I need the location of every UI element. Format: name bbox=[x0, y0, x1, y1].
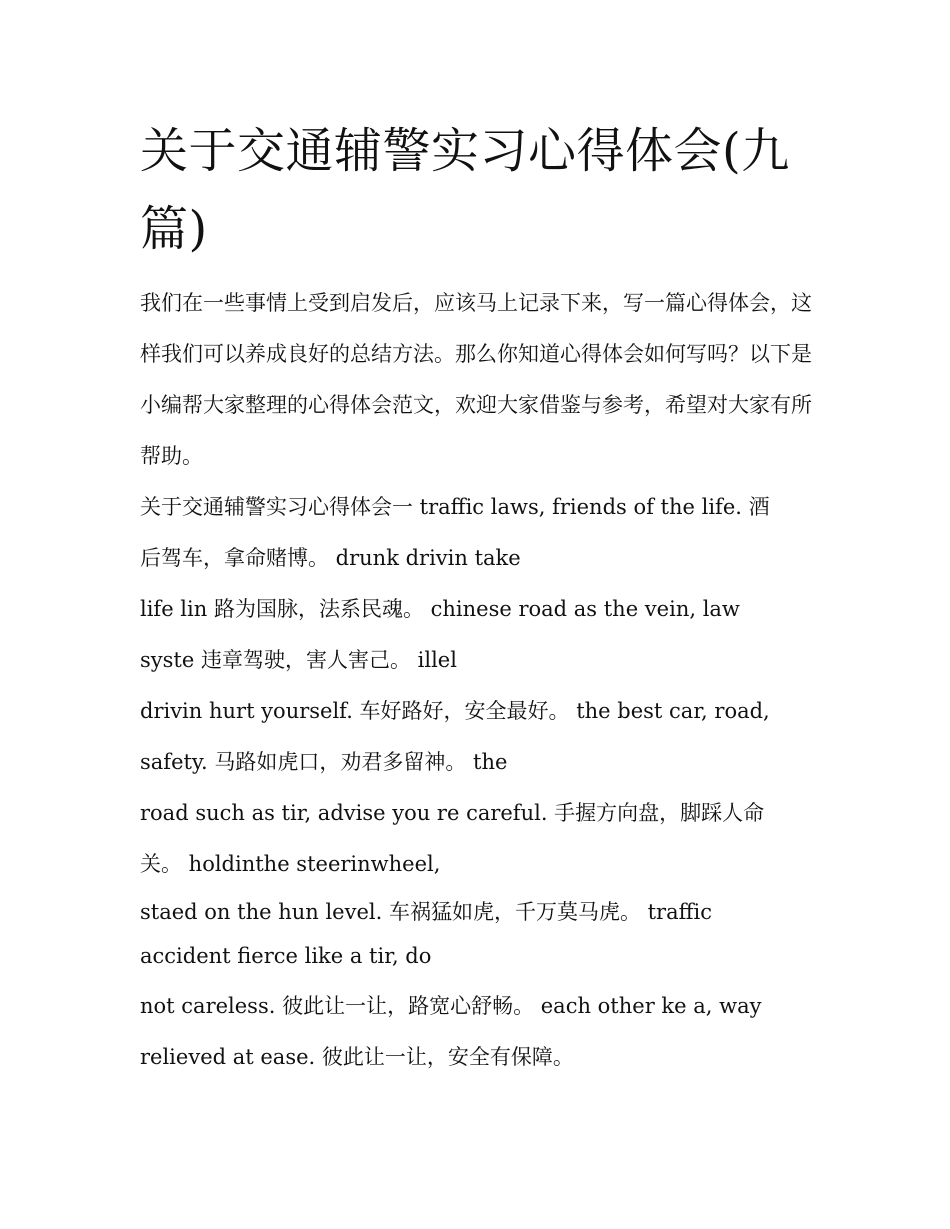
body-line: 关。 holdinthe steerinwheel, bbox=[140, 852, 441, 876]
body-line: 后驾车，拿命赌博。 drunk drivin take bbox=[140, 546, 521, 570]
document-title: 关于交通辅警实习心得体会(九篇) bbox=[140, 123, 790, 257]
body-line: safety. 马路如虎口，劝君多留神。 the bbox=[140, 750, 508, 774]
body-line: road such as tir, advise you re careful. 手握方向盘，脚踩人命 bbox=[140, 801, 765, 825]
body-text bbox=[140, 482, 820, 1083]
body-line: drivin hurt yourself. 车好路好，安全最好。 the best car, road, bbox=[140, 699, 770, 723]
body-line: 关于交通辅警实习心得体会一 traffic laws, friends of the life. 酒 bbox=[140, 495, 770, 519]
body-line: accident fierce like a tir, do bbox=[140, 944, 432, 968]
body-line: staed on the hun level. 车祸猛如虎，千万莫马虎。 traffic bbox=[140, 900, 713, 924]
intro-paragraph: 我们在一些事情上受到启发后，应该马上记录下来，写一篇心得体会，这样我们可以养成良好的总结方法。那么你知道心得体会如何写吗？以下是小编帮大家整理的心得体会范文，欢迎大家借鉴与参考，希望对大家有所帮助。 bbox=[140, 291, 812, 468]
body-line: life lin 路为国脉，法系民魂。 chinese road as the vein, law bbox=[140, 597, 740, 621]
body-line: not careless. 彼此让一让，路宽心舒畅。 each other ke a, way bbox=[140, 994, 762, 1018]
body-line: syste 违章驾驶，害人害己。 illel bbox=[140, 648, 457, 672]
body-line: relieved at ease. 彼此让一让，安全有保障。 bbox=[140, 1045, 574, 1069]
document-page bbox=[140, 112, 820, 1083]
